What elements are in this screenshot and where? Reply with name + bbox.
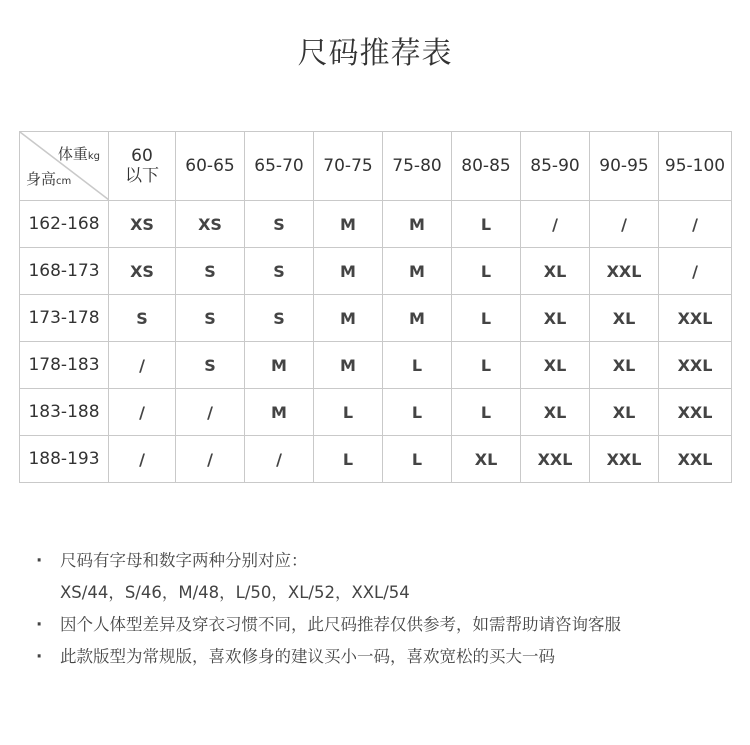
- size-cell: XXL: [521, 436, 590, 483]
- height-header-cell: 162-168: [20, 201, 109, 248]
- size-cell: M: [383, 295, 452, 342]
- height-header-cell: 188-193: [20, 436, 109, 483]
- size-chart-table: [19, 131, 732, 483]
- bullet-icon: ·: [36, 647, 43, 666]
- size-cell: XS: [109, 201, 176, 248]
- size-cell: S: [176, 295, 245, 342]
- size-cell: S: [176, 342, 245, 389]
- size-cell: XXL: [659, 389, 732, 436]
- size-cell: L: [452, 201, 521, 248]
- size-cell: XL: [521, 248, 590, 295]
- size-cell: L: [383, 436, 452, 483]
- size-cell: M: [383, 201, 452, 248]
- size-cell: M: [314, 295, 383, 342]
- size-cell: M: [314, 342, 383, 389]
- size-cell: /: [521, 201, 590, 248]
- size-cell: XL: [521, 389, 590, 436]
- corner-weight-label: 体重kg: [57, 145, 100, 163]
- table-row: [20, 248, 732, 295]
- size-cell: XL: [590, 342, 659, 389]
- size-cell: /: [659, 201, 732, 248]
- size-cell: S: [176, 248, 245, 295]
- weight-header-cell: 60 以下: [109, 132, 176, 201]
- size-cell: M: [245, 389, 314, 436]
- size-cell: L: [452, 389, 521, 436]
- size-cell: XL: [590, 389, 659, 436]
- size-cell: S: [245, 201, 314, 248]
- size-cell: XXL: [590, 436, 659, 483]
- size-cell: L: [452, 248, 521, 295]
- size-cell: XL: [590, 295, 659, 342]
- height-header-cell: 168-173: [20, 248, 109, 295]
- bullet-icon: ·: [36, 615, 43, 634]
- table-row: [20, 342, 732, 389]
- corner-cell: [20, 132, 109, 201]
- table-row: [20, 201, 732, 248]
- size-cell: XS: [109, 248, 176, 295]
- corner-height-label: 身高cm: [26, 170, 72, 188]
- weight-header-cell: 70-75: [314, 132, 383, 201]
- size-cell: /: [109, 436, 176, 483]
- size-cell: M: [314, 248, 383, 295]
- weight-header-cell: 65-70: [245, 132, 314, 201]
- size-cell: M: [245, 342, 314, 389]
- size-cell: /: [176, 389, 245, 436]
- note-text: XS/44，S/46，M/48，L/50，XL/52，XXL/54: [60, 583, 410, 602]
- size-cell: XL: [521, 295, 590, 342]
- note-text: 因个人体型差异及穿衣习惯不同，此尺码推荐仅供参考，如需帮助请咨询客服: [60, 615, 621, 634]
- weight-header-row: [20, 132, 732, 201]
- height-header-cell: 183-188: [20, 389, 109, 436]
- size-cell: /: [245, 436, 314, 483]
- size-cell: S: [245, 295, 314, 342]
- table-row: [20, 295, 732, 342]
- size-cell: S: [109, 295, 176, 342]
- page-title: 尺码推荐表: [297, 36, 453, 71]
- weight-header-cell: 90-95: [590, 132, 659, 201]
- size-cell: L: [383, 342, 452, 389]
- size-cell: XXL: [590, 248, 659, 295]
- size-cell: L: [383, 389, 452, 436]
- size-cell: L: [452, 295, 521, 342]
- note-text: 尺码有字母和数字两种分别对应：: [60, 551, 308, 570]
- size-cell: /: [109, 342, 176, 389]
- weight-header-cell: 75-80: [383, 132, 452, 201]
- bullet-icon: ·: [36, 551, 43, 570]
- size-cell: /: [590, 201, 659, 248]
- size-cell: L: [452, 342, 521, 389]
- height-header-cell: 173-178: [20, 295, 109, 342]
- size-cell: XXL: [659, 295, 732, 342]
- size-cell: /: [659, 248, 732, 295]
- size-cell: XL: [452, 436, 521, 483]
- size-cell: XXL: [659, 436, 732, 483]
- table-row: [20, 389, 732, 436]
- table-row: [20, 436, 732, 483]
- weight-header-cell: 85-90: [521, 132, 590, 201]
- size-cell: M: [383, 248, 452, 295]
- weight-header-cell: 60-65: [176, 132, 245, 201]
- size-cell: /: [176, 436, 245, 483]
- size-cell: L: [314, 389, 383, 436]
- size-cell: S: [245, 248, 314, 295]
- size-cell: XS: [176, 201, 245, 248]
- note-text: 此款版型为常规版，喜欢修身的建议买小一码，喜欢宽松的买大一码: [60, 647, 555, 666]
- size-cell: XXL: [659, 342, 732, 389]
- size-cell: XL: [521, 342, 590, 389]
- size-cell: /: [109, 389, 176, 436]
- size-cell: M: [314, 201, 383, 248]
- weight-header-cell: 95-100: [659, 132, 732, 201]
- height-header-cell: 178-183: [20, 342, 109, 389]
- weight-header-cell: 80-85: [452, 132, 521, 201]
- size-cell: L: [314, 436, 383, 483]
